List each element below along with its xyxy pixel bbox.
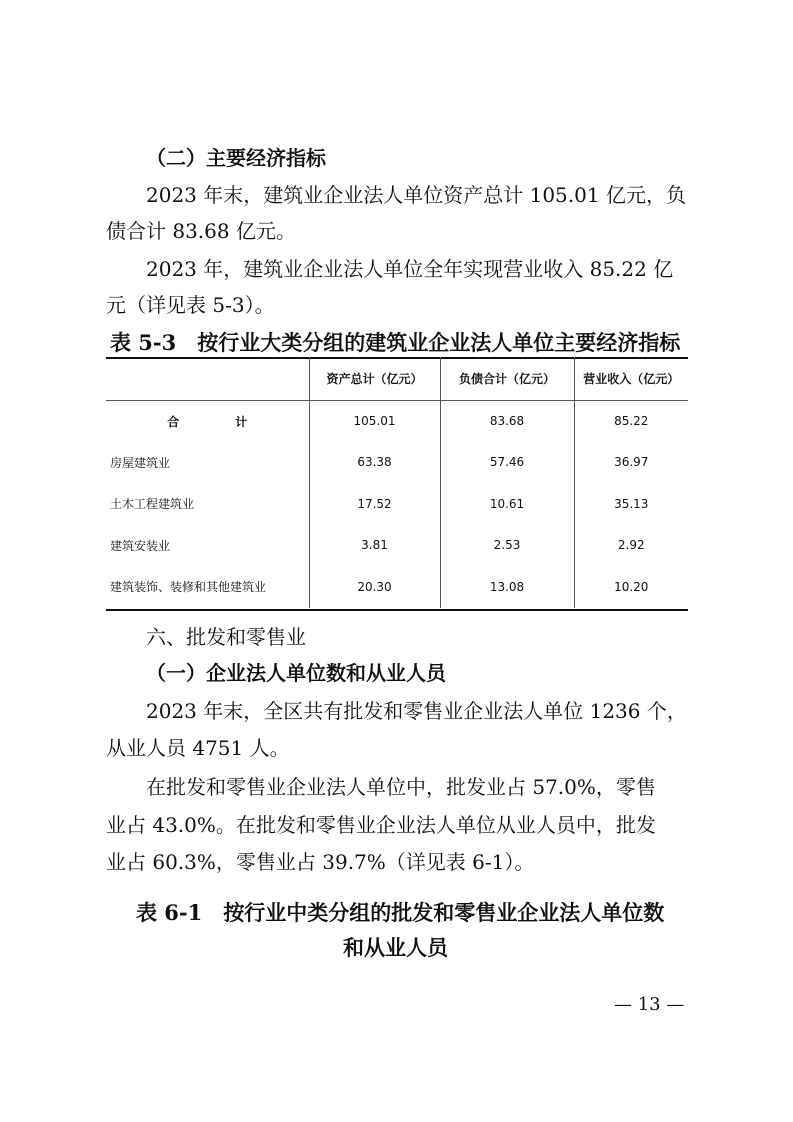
paragraph-line: 元（详见表 5-3）。 <box>106 293 275 317</box>
page-number: — 13 — <box>614 994 685 1015</box>
table-6-1-title: 表 6-1 按行业中类分组的批发和零售业企业法人单位数 <box>136 900 665 925</box>
paragraph-line: 2023 年末，建筑业企业法人单位资产总计 105.01 亿元，负 <box>146 183 686 207</box>
liabilities-cell: 83.68 <box>440 400 574 442</box>
section-6-heading: 六、批发和零售业 <box>146 625 306 649</box>
liabilities-cell: 57.46 <box>440 442 574 484</box>
table-header-cell: 资产总计（亿元） <box>309 357 440 400</box>
paragraph-line: 在批发和零售业企业法人单位中，批发业占 57.0%，零售 <box>146 775 656 799</box>
revenue-cell: 36.97 <box>614 455 649 470</box>
assets-cell: 20.30 <box>309 566 440 608</box>
row-name: 建筑安装业 <box>106 525 309 567</box>
table-bottom-rule <box>106 609 688 611</box>
table-header-row <box>106 357 688 400</box>
row-name: 合 计 <box>106 400 309 442</box>
paragraph-line: 2023 年末，全区共有批发和零售业企业法人单位 1236 个， <box>146 699 687 723</box>
paragraph-line: 从业人员 4751 人。 <box>106 736 290 760</box>
row-name: 建筑装饰、装修和其他建筑业 <box>106 566 309 608</box>
revenue-cell: 35.13 <box>614 496 649 511</box>
liabilities-cell: 13.08 <box>440 566 574 608</box>
row-name: 房屋建筑业 <box>106 442 309 484</box>
table-row <box>106 400 688 442</box>
assets-cell: 17.52 <box>309 483 440 525</box>
paragraph-line: 债合计 83.68 亿元。 <box>106 219 296 243</box>
revenue-cell: 2.92 <box>617 538 645 553</box>
table-row <box>106 525 688 567</box>
revenue-cell: 10.20 <box>614 579 649 594</box>
assets-cell: 105.01 <box>309 400 440 442</box>
table-6-1-title-line2: 和从业人员 <box>343 935 448 960</box>
table-row <box>106 483 688 525</box>
revenue-cell: 85.22 <box>614 414 649 428</box>
paragraph-line: 业占 43.0%。在批发和零售业企业法人单位从业人员中，批发 <box>106 813 656 837</box>
table-row <box>106 442 688 484</box>
section-6-subheading: （一）企业法人单位数和从业人员 <box>146 661 446 685</box>
table-5-3 <box>106 357 688 608</box>
paragraph-line: 业占 60.3%，零售业占 39.7%（详见表 6-1）。 <box>106 850 535 874</box>
table-row <box>106 566 688 608</box>
table-header-cell <box>106 357 309 400</box>
table-5-3-title: 表 5-3 按行业大类分组的建筑业企业法人单位主要经济指标 <box>110 330 681 355</box>
table-header-cell: 负债合计（亿元） <box>440 357 574 400</box>
liabilities-cell: 10.61 <box>440 483 574 525</box>
liabilities-cell: 2.53 <box>440 525 574 567</box>
assets-cell: 63.38 <box>309 442 440 484</box>
row-name: 土木工程建筑业 <box>106 483 309 525</box>
paragraph-line: 2023 年，建筑业企业法人单位全年实现营业收入 85.22 亿 <box>146 257 674 281</box>
section-5-subheading: （二）主要经济指标 <box>146 146 326 170</box>
table-header-cell: 营业收入（亿元） <box>574 357 688 400</box>
assets-cell: 3.81 <box>309 525 440 567</box>
